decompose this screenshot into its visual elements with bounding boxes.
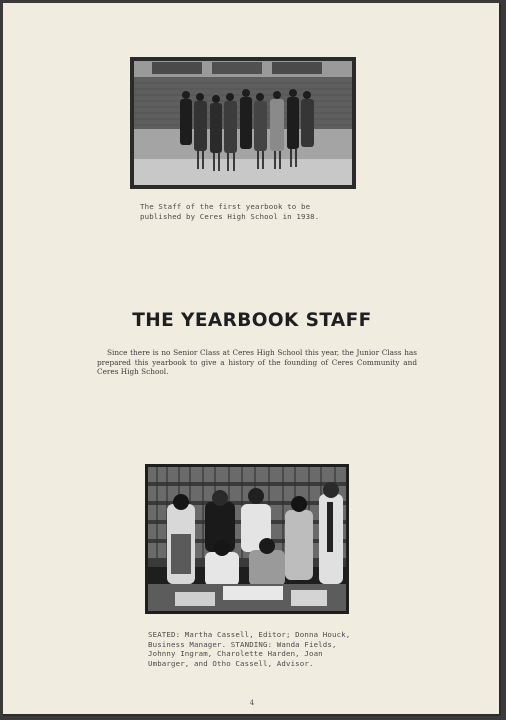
current-staff-photo: [145, 464, 349, 614]
yearbook-page: [3, 3, 501, 716]
current-staff-caption: SEATED: Martha Cassell, Editor; Donna Houck, Business Manager. STANDING: Wanda Fields, Johnny Ingram, Charolette Harden, Joan Umbarger, and Otho Cassell, Advisor.: [148, 630, 351, 668]
first-staff-caption: The Staff of the first yearbook to be published by Ceres High School in 1938.: [140, 202, 320, 221]
page-number: 4: [249, 699, 255, 707]
intro-paragraph: Since there is no Senior Class at Ceres High School this year, the Junior Class has prepared this yearbook to give a history of the founding of Ceres Community and Ceres High School.: [97, 348, 417, 376]
page-title: THE YEARBOOK STAFF: [132, 310, 372, 331]
first-staff-photo: [130, 57, 356, 189]
